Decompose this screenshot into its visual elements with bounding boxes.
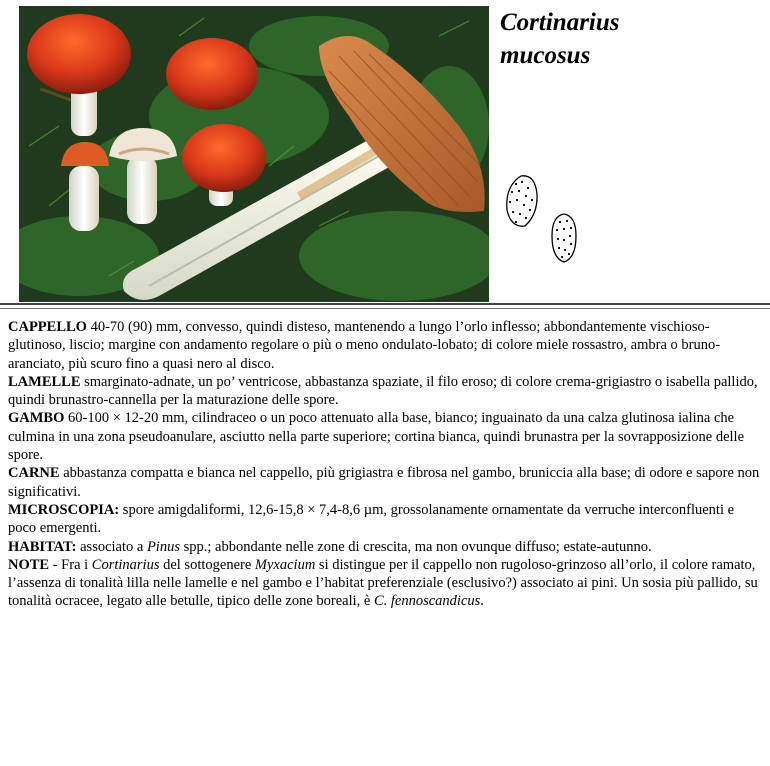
section-lamelle: [8, 373, 763, 410]
spore-icon: [552, 214, 576, 262]
subgenus-italic: Myxacium: [254, 556, 316, 573]
section-text: associato a: [76, 538, 147, 555]
section-habitat: [8, 538, 763, 556]
genus-italic: Cortinarius: [91, 556, 160, 573]
section-label: LAMELLE: [8, 373, 81, 390]
section-text: 40-70 (90) mm, convesso, quindi disteso, mantenendo a lungo l’orlo inflesso; abbondantemente vischioso-glutinoso, liscio; margine con andamento regolare o più o meno ondulato-lobato; di colore miele rossastro, ambra o bruno-aranciato, più scuro fino a quasi nero al disco.: [8, 319, 721, 372]
section-text: del sottogenere: [159, 556, 255, 573]
section-text: .: [480, 593, 484, 610]
section-label: GAMBO: [8, 410, 65, 427]
section-label: CAPPELLO: [8, 319, 87, 335]
section-gambo: [8, 409, 763, 464]
divider: [0, 308, 770, 309]
divider: [0, 303, 770, 305]
section-text: spore amigdaliformi, 12,6-15,8 × 7,4-8,6 µm, grossolanamente ornamentate da verruche interconfluenti e poco emergenti.: [8, 501, 735, 537]
section-text: 60-100 × 12-20 mm, cilindraceo o un poco attenuato alla base, bianco; inguainato da una calza glutinosa ialina che culmina in una zona pseudoanulare, asciutto nella parte superiore; cortina bianca, quindi brunastra per la sovrapposizione delle spore.: [8, 410, 745, 464]
section-label: HABITAT:: [8, 538, 77, 555]
section-text: abbastanza compatta e bianca nel cappello, più grigiastra e fibrosa nel gambo, bruniccia alla base; di odore e sapore non significativi.: [8, 465, 760, 500]
section-text: si distingue per il cappello non rugoloso-grinzoso all’orlo, il colore ramato, l’assenza di tonalità lilla nelle lamelle e nel gambo e l’habitat preferenziale (esclusivo?) associato ai pini. Un sosia più pallido, su tonalità ocracee, legato alle betulle, tipico delle zone boreali, è: [8, 556, 758, 610]
species-italic: C. fennoscandicus: [373, 593, 481, 610]
section-label: MICROSCOPIA:: [8, 501, 120, 518]
spore-icon: [507, 176, 537, 226]
section-note: [8, 556, 763, 611]
species-epithet: mucosus: [500, 42, 591, 69]
section-text: - Fra i: [49, 556, 92, 573]
species-description: [8, 318, 763, 611]
spore-drawings: [500, 170, 590, 270]
section-label: NOTE: [8, 556, 50, 573]
section-microscopia: [8, 501, 763, 538]
genus-name: Cortinarius: [500, 9, 620, 36]
section-text: spp.; abbondante nelle zone di crescita, ma non ovunque diffuso; estate-autunno.: [179, 538, 652, 555]
mushroom-photo: [19, 6, 489, 302]
section-carne: [8, 464, 763, 501]
section-label: CARNE: [8, 465, 60, 482]
genus-italic: Pinus: [146, 538, 180, 555]
section-cappello: [8, 318, 763, 373]
species-title: [500, 6, 760, 72]
section-text: smarginato-adnate, un po’ ventricose, abbastanza spaziate, il filo eroso; di colore crema-grigiastro o isabella pallido, quindi brunastro-cannella per la maturazione delle spore.: [8, 373, 758, 409]
